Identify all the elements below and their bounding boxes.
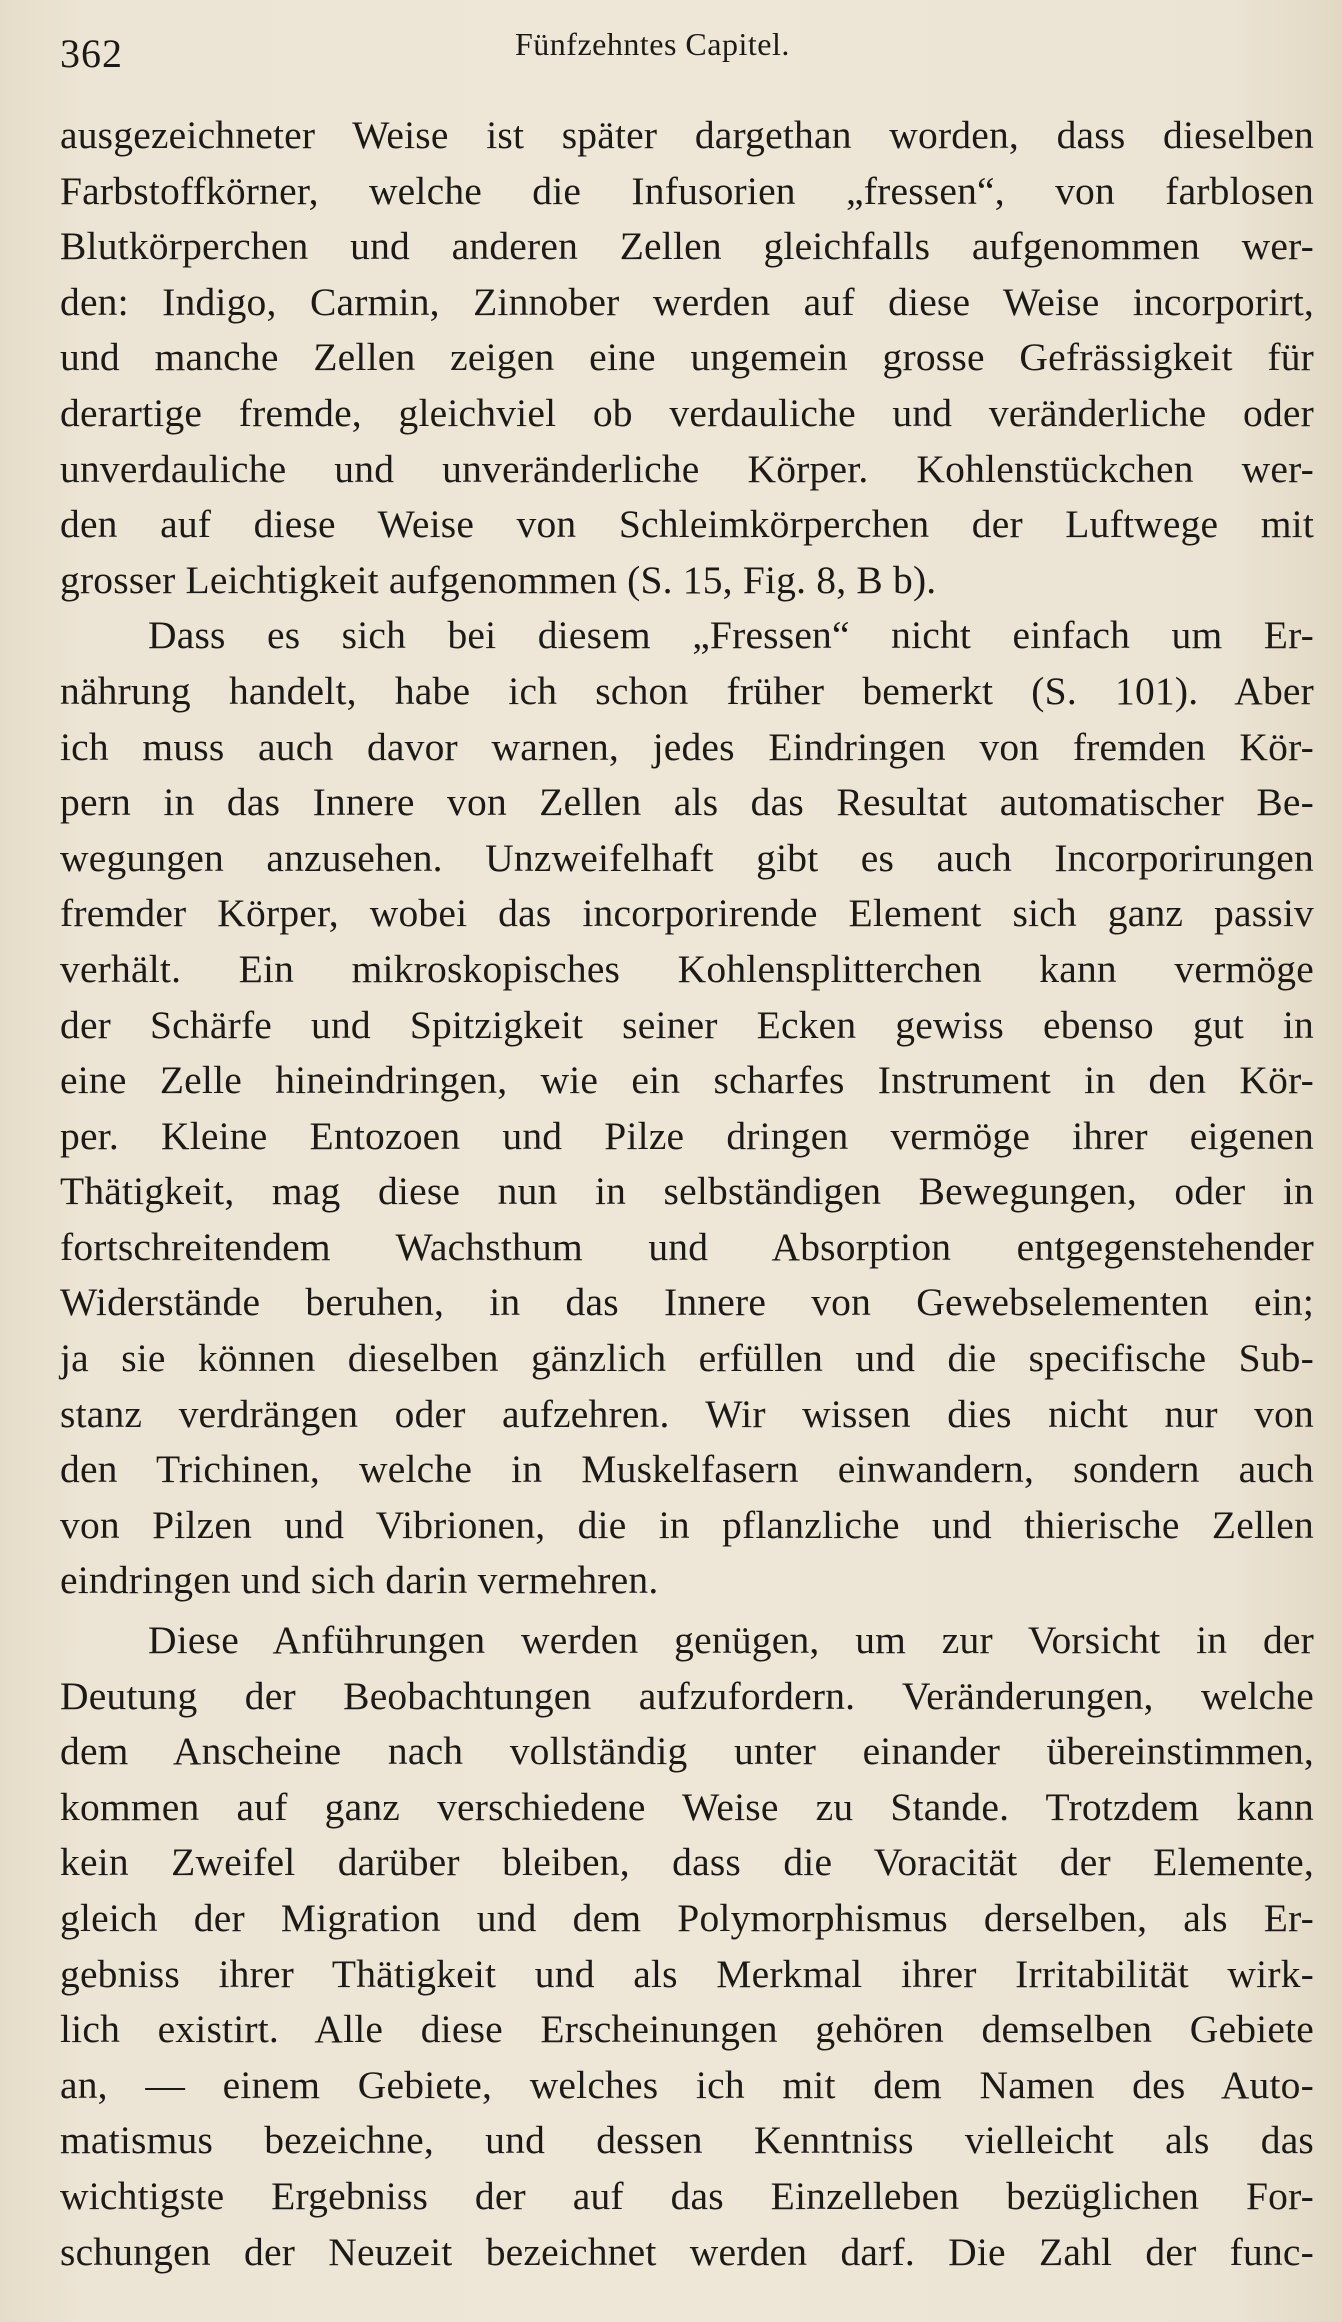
text-line: per. Kleine Entozoen und Pilze dringen vermöge ihrer eigenen — [60, 1113, 1314, 1158]
text-line: eine Zelle hineindringen, wie ein scharfes Instrument in den Kör- — [60, 1058, 1314, 1103]
text-line: ausgezeichneter Weise ist später dargethan worden, dass dieselben — [60, 113, 1314, 157]
text-line: ich muss auch davor warnen, jedes Eindringen von fremden Kör- — [60, 724, 1314, 769]
text-line: Thätigkeit, mag diese nun in selbständigen Bewegungen, oder in — [60, 1169, 1314, 1214]
text-line: Dass es sich bei diesem „Fressen“ nicht einfach um Er- — [148, 613, 1314, 658]
chapter-title: Fünfzehntes Capitel. — [515, 26, 790, 62]
text-line: verhält. Ein mikroskopisches Kohlensplitterchen kann vermöge — [60, 946, 1314, 991]
text-line: ja sie können dieselben gänzlich erfüllen und die specifische Sub- — [60, 1336, 1314, 1381]
text-line: Deutung der Beobachtungen aufzufordern. Veränderungen, welche — [60, 1673, 1314, 1718]
text-line: Blutkörperchen und anderen Zellen gleichfalls aufgenommen wer- — [60, 224, 1314, 269]
text-line: stanz verdrängen oder aufzehren. Wir wissen dies nicht nur von — [60, 1391, 1314, 1436]
text-line: den: Indigo, Carmin, Zinnober werden auf diese Weise incorporirt, — [60, 279, 1314, 324]
text-line: lich existirt. Alle diese Erscheinungen gehören demselben Gebiete — [60, 2007, 1314, 2052]
text-line: kommen auf ganz verschiedene Weise zu Stande. Trotzdem kann — [60, 1784, 1314, 1829]
text-line: und manche Zellen zeigen eine ungemein grosse Gefrässigkeit für — [60, 335, 1314, 380]
page-number: 362 — [60, 31, 123, 76]
text-line: wegungen anzusehen. Unzweifelhaft gibt es auch Incorporirungen — [60, 835, 1314, 880]
text-line: wichtigste Ergebniss der auf das Einzelleben bezüglichen For- — [60, 2173, 1314, 2218]
text-line: Diese Anführungen werden genügen, um zur Vorsicht in der — [148, 1618, 1314, 1663]
text-line: nährung handelt, habe ich schon früher bemerkt (S. 101). Aber — [60, 668, 1314, 713]
text-line: kein Zweifel darüber bleiben, dass die Voracität der Elemente, — [60, 1840, 1314, 1885]
paragraph-2 — [60, 608, 1314, 1609]
text-line: eindringen und sich darin vermehren. — [60, 1558, 659, 1603]
text-line: an, — einem Gebiete, welches ich mit dem Namen des Auto- — [60, 2062, 1314, 2107]
body-text — [60, 108, 1314, 2280]
paragraph-3 — [60, 1613, 1314, 2280]
text-line: den auf diese Weise von Schleimkörperchen der Luftwege mit — [60, 502, 1314, 547]
text-line: dem Anscheine nach vollständig unter einander übereinstimmen, — [60, 1729, 1314, 1774]
paragraph-1 — [60, 108, 1314, 608]
text-line: den Trichinen, welche in Muskelfasern einwandern, sondern auch — [60, 1447, 1314, 1492]
text-line: schungen der Neuzeit bezeichnet werden darf. Die Zahl der func- — [60, 2229, 1314, 2274]
text-line: grosser Leichtigkeit aufgenommen (S. 15, Fig. 8, B b). — [60, 557, 937, 602]
text-line: gleich der Migration und dem Polymorphismus derselben, als Er- — [60, 1896, 1314, 1940]
text-line: fortschreitendem Wachsthum und Absorption entgegenstehender — [60, 1224, 1314, 1269]
text-line: gebniss ihrer Thätigkeit und als Merkmal ihrer Irritabilität wirk- — [60, 1951, 1314, 1996]
text-line: pern in das Innere von Zellen als das Resultat automatischer Be- — [60, 780, 1314, 825]
text-line: Widerstände beruhen, in das Innere von Gewebselementen ein; — [60, 1280, 1314, 1325]
text-line: von Pilzen und Vibrionen, die in pflanzliche und thierische Zellen — [60, 1502, 1314, 1547]
running-head — [60, 22, 1320, 82]
text-line: derartige fremde, gleichviel ob verdauliche und veränderliche oder — [60, 390, 1314, 435]
text-line: matismus bezeichne, und dessen Kenntniss vielleicht als das — [60, 2118, 1314, 2163]
text-line: der Schärfe und Spitzigkeit seiner Ecken gewiss ebenso gut in — [60, 1002, 1314, 1047]
text-line: unverdauliche und unveränderliche Körper. Kohlenstückchen wer- — [60, 446, 1314, 491]
text-line: Farbstoffkörner, welche die Infusorien „fressen“, von farblosen — [60, 168, 1314, 213]
text-line: fremder Körper, wobei das incorporirende Element sich ganz passiv — [60, 891, 1314, 936]
